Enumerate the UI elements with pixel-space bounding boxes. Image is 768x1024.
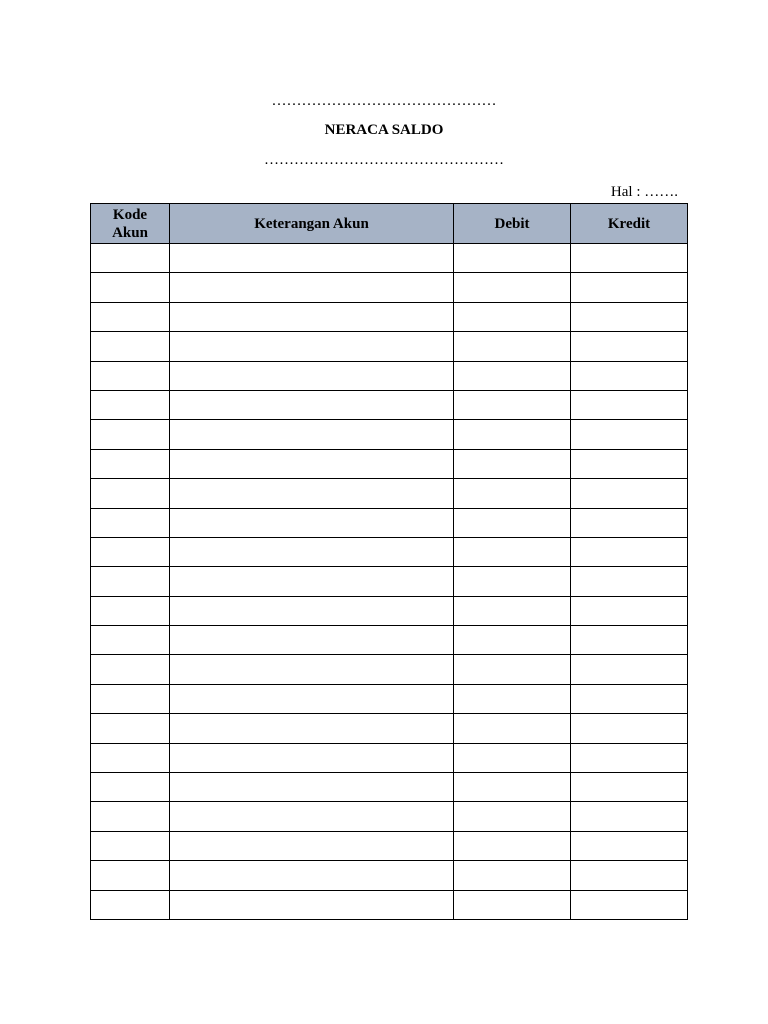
table-body bbox=[91, 244, 688, 920]
cell-keterangan-akun[interactable] bbox=[170, 420, 454, 449]
company-name-placeholder: ……………………………………… bbox=[271, 93, 497, 109]
cell-keterangan-akun[interactable] bbox=[170, 508, 454, 537]
cell-debit[interactable] bbox=[454, 449, 571, 478]
cell-kredit[interactable] bbox=[571, 773, 688, 802]
cell-keterangan-akun[interactable] bbox=[170, 684, 454, 713]
cell-kredit[interactable] bbox=[571, 390, 688, 419]
cell-kredit[interactable] bbox=[571, 684, 688, 713]
cell-keterangan-akun[interactable] bbox=[170, 449, 454, 478]
cell-debit[interactable] bbox=[454, 743, 571, 772]
cell-kredit[interactable] bbox=[571, 890, 688, 919]
cell-kode-akun[interactable] bbox=[91, 714, 170, 743]
cell-kredit[interactable] bbox=[571, 244, 688, 273]
cell-debit[interactable] bbox=[454, 567, 571, 596]
cell-debit[interactable] bbox=[454, 508, 571, 537]
cell-kode-akun[interactable] bbox=[91, 831, 170, 860]
table-row bbox=[91, 596, 688, 625]
cell-kredit[interactable] bbox=[571, 802, 688, 831]
cell-kredit[interactable] bbox=[571, 831, 688, 860]
cell-kode-akun[interactable] bbox=[91, 420, 170, 449]
cell-debit[interactable] bbox=[454, 390, 571, 419]
table-row bbox=[91, 449, 688, 478]
cell-kode-akun[interactable] bbox=[91, 361, 170, 390]
cell-debit[interactable] bbox=[454, 714, 571, 743]
cell-keterangan-akun[interactable] bbox=[170, 332, 454, 361]
cell-kode-akun[interactable] bbox=[91, 449, 170, 478]
cell-debit[interactable] bbox=[454, 596, 571, 625]
cell-debit[interactable] bbox=[454, 655, 571, 684]
cell-kode-akun[interactable] bbox=[91, 390, 170, 419]
table-row bbox=[91, 361, 688, 390]
table-row bbox=[91, 773, 688, 802]
cell-kredit[interactable] bbox=[571, 302, 688, 331]
column-header-keterangan-akun: Keterangan Akun bbox=[170, 204, 454, 244]
table-row bbox=[91, 420, 688, 449]
cell-kredit[interactable] bbox=[571, 508, 688, 537]
cell-kode-akun[interactable] bbox=[91, 332, 170, 361]
cell-kredit[interactable] bbox=[571, 655, 688, 684]
cell-keterangan-akun[interactable] bbox=[170, 537, 454, 566]
cell-debit[interactable] bbox=[454, 684, 571, 713]
cell-debit[interactable] bbox=[454, 802, 571, 831]
cell-debit[interactable] bbox=[454, 273, 571, 302]
table-row bbox=[91, 273, 688, 302]
cell-kode-akun[interactable] bbox=[91, 567, 170, 596]
cell-debit[interactable] bbox=[454, 479, 571, 508]
cell-keterangan-akun[interactable] bbox=[170, 244, 454, 273]
cell-keterangan-akun[interactable] bbox=[170, 361, 454, 390]
cell-kredit[interactable] bbox=[571, 449, 688, 478]
cell-kredit[interactable] bbox=[571, 332, 688, 361]
cell-keterangan-akun[interactable] bbox=[170, 714, 454, 743]
cell-keterangan-akun[interactable] bbox=[170, 567, 454, 596]
cell-kredit[interactable] bbox=[571, 420, 688, 449]
table-row bbox=[91, 655, 688, 684]
table-row bbox=[91, 302, 688, 331]
cell-keterangan-akun[interactable] bbox=[170, 596, 454, 625]
period-placeholder: ………………………………………… bbox=[264, 152, 504, 168]
cell-keterangan-akun[interactable] bbox=[170, 479, 454, 508]
cell-keterangan-akun[interactable] bbox=[170, 390, 454, 419]
cell-debit[interactable] bbox=[454, 773, 571, 802]
cell-keterangan-akun[interactable] bbox=[170, 273, 454, 302]
table-row bbox=[91, 332, 688, 361]
cell-keterangan-akun[interactable] bbox=[170, 773, 454, 802]
table-row bbox=[91, 802, 688, 831]
cell-keterangan-akun[interactable] bbox=[170, 302, 454, 331]
cell-debit[interactable] bbox=[454, 861, 571, 890]
table-row bbox=[91, 714, 688, 743]
cell-kode-akun[interactable] bbox=[91, 508, 170, 537]
cell-kredit[interactable] bbox=[571, 626, 688, 655]
table-row bbox=[91, 831, 688, 860]
cell-keterangan-akun[interactable] bbox=[170, 861, 454, 890]
cell-debit[interactable] bbox=[454, 302, 571, 331]
cell-kode-akun[interactable] bbox=[91, 861, 170, 890]
cell-kredit[interactable] bbox=[571, 714, 688, 743]
cell-kredit[interactable] bbox=[571, 537, 688, 566]
cell-kode-akun[interactable] bbox=[91, 302, 170, 331]
table-row bbox=[91, 479, 688, 508]
cell-keterangan-akun[interactable] bbox=[170, 655, 454, 684]
cell-kredit[interactable] bbox=[571, 273, 688, 302]
table-row bbox=[91, 508, 688, 537]
cell-kode-akun[interactable] bbox=[91, 890, 170, 919]
cell-debit[interactable] bbox=[454, 890, 571, 919]
cell-kredit[interactable] bbox=[571, 479, 688, 508]
cell-kode-akun[interactable] bbox=[91, 479, 170, 508]
cell-debit[interactable] bbox=[454, 244, 571, 273]
table-row bbox=[91, 537, 688, 566]
cell-kode-akun[interactable] bbox=[91, 244, 170, 273]
cell-keterangan-akun[interactable] bbox=[170, 831, 454, 860]
table-row bbox=[91, 684, 688, 713]
cell-kredit[interactable] bbox=[571, 567, 688, 596]
cell-debit[interactable] bbox=[454, 626, 571, 655]
cell-kode-akun[interactable] bbox=[91, 596, 170, 625]
column-header-kode-akun: Kode Akun bbox=[91, 204, 170, 244]
table-row bbox=[91, 567, 688, 596]
table-row bbox=[91, 626, 688, 655]
cell-kredit[interactable] bbox=[571, 861, 688, 890]
table-header-row bbox=[91, 204, 688, 244]
cell-kode-akun[interactable] bbox=[91, 743, 170, 772]
cell-kredit[interactable] bbox=[571, 743, 688, 772]
cell-kredit[interactable] bbox=[571, 361, 688, 390]
cell-kode-akun[interactable] bbox=[91, 773, 170, 802]
trial-balance-table bbox=[90, 203, 688, 920]
cell-kode-akun[interactable] bbox=[91, 626, 170, 655]
cell-kode-akun[interactable] bbox=[91, 802, 170, 831]
cell-kode-akun[interactable] bbox=[91, 684, 170, 713]
cell-debit[interactable] bbox=[454, 361, 571, 390]
cell-kode-akun[interactable] bbox=[91, 655, 170, 684]
table-row bbox=[91, 890, 688, 919]
cell-kode-akun[interactable] bbox=[91, 273, 170, 302]
column-header-kredit: Kredit bbox=[571, 204, 688, 244]
cell-keterangan-akun[interactable] bbox=[170, 890, 454, 919]
cell-debit[interactable] bbox=[454, 332, 571, 361]
document-title: NERACA SALDO bbox=[324, 122, 444, 138]
cell-keterangan-akun[interactable] bbox=[170, 743, 454, 772]
cell-keterangan-akun[interactable] bbox=[170, 626, 454, 655]
page-number: Hal : ……. bbox=[610, 184, 678, 200]
cell-debit[interactable] bbox=[454, 537, 571, 566]
cell-keterangan-akun[interactable] bbox=[170, 802, 454, 831]
cell-debit[interactable] bbox=[454, 831, 571, 860]
table-row bbox=[91, 861, 688, 890]
cell-kredit[interactable] bbox=[571, 596, 688, 625]
cell-kode-akun[interactable] bbox=[91, 537, 170, 566]
table-row bbox=[91, 743, 688, 772]
column-header-debit: Debit bbox=[454, 204, 571, 244]
table-row bbox=[91, 390, 688, 419]
cell-debit[interactable] bbox=[454, 420, 571, 449]
table-row bbox=[91, 244, 688, 273]
